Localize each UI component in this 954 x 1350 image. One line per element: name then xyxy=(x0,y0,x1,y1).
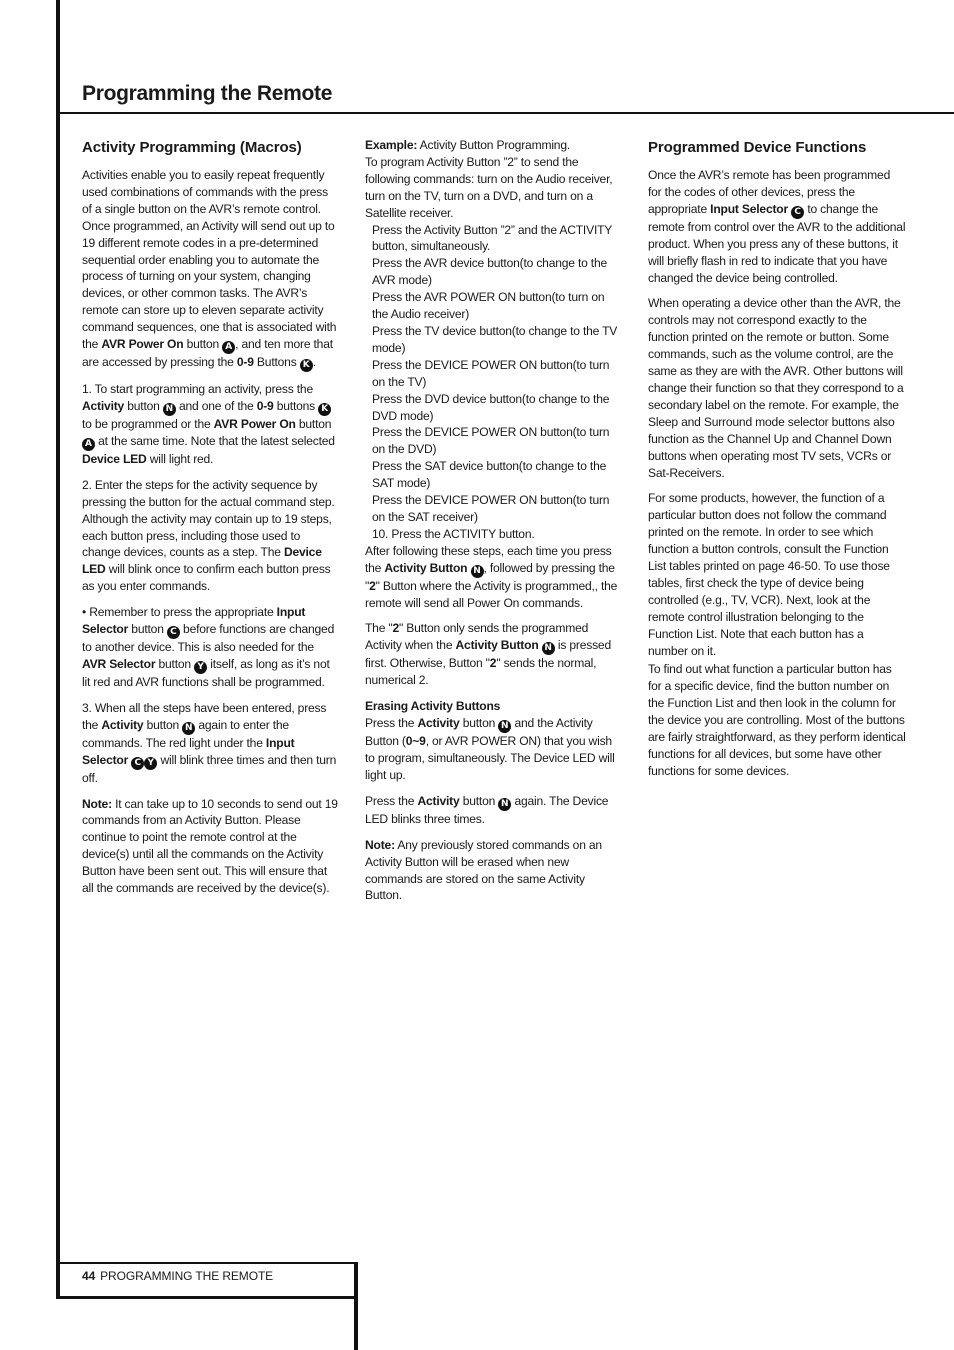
callout-k-icon: K xyxy=(318,403,331,416)
callout-n-icon: N xyxy=(498,798,511,811)
note-paragraph: Note: It can take up to 10 seconds to send out 19 commands from an Activity Button. Please continue to point the remote control at the device(s) until all the commands on the Activity Button have been sent out. This will ensure that all the commands are received by the device(s). xyxy=(82,796,338,896)
example-step: Press the TV device button(to change to the TV mode) xyxy=(372,323,618,355)
erasing-heading: Erasing Activity Buttons xyxy=(365,699,501,714)
step-1-paragraph: 1. To start programming an activity, press the Activity button N and one of the 0-9 buttons K to be programmed or the AVR Power On button A at the same time. Note that the latest selected Device LED will light red. xyxy=(82,382,335,466)
example-step: 10. Press the ACTIVITY button. xyxy=(372,526,535,541)
device-functions-paragraph: For some products, however, the function of a particular button does not follow the command printed on the remote. In order to see which function a button controls, consult the Function List tables printed on page 46-50. To use those tables, first check the type of device being controlled (e.g., TV, VCR). Next, look at the remote control illustration belonging to the Function List. Note that each button has a number on it. xyxy=(648,491,890,658)
example-step: Press the SAT device button(to change to the SAT mode) xyxy=(372,459,607,491)
callout-a-icon: A xyxy=(82,438,95,451)
device-functions-paragraph: Once the AVR’s remote has been programmed for the codes of other devices, press the appropriate Input Selector C to change the remote from control over the AVR to the additional product. When you press any of these buttons, it will briefly flash in red to indicate that you have changed the device being controlled. xyxy=(648,168,906,285)
callout-k-icon: K xyxy=(300,359,313,372)
callout-n-icon: N xyxy=(542,642,555,655)
example-intro: To program Activity Button ”2” to send the following commands: turn on the Audio receiver, turn on the TV, turn on a DVD, and turn on a Satellite receiver. xyxy=(365,154,613,220)
header-rule xyxy=(56,112,954,114)
left-margin-bar xyxy=(56,0,60,1296)
footer-divider-bar xyxy=(354,1262,358,1350)
column-activity-programming xyxy=(82,137,340,906)
page-number: 44 xyxy=(82,1269,96,1283)
erasing-paragraph: Press the Activity button N and the Activity Button (0~9, or AVR POWER ON) that you wish to program, simultaneously. The Device LED will light up. xyxy=(365,716,615,782)
callout-n-icon: N xyxy=(182,722,195,735)
callout-c-icon: C xyxy=(167,626,180,639)
device-functions-paragraph: To find out what function a particular button has for a specific device, find the button number on the Function List and then look in the column for the device you are controlling. Most of the buttons are fairly straightforward, as they perform identical functions for all devices, but some have other functions for some devices. xyxy=(648,662,906,778)
device-functions-paragraph: When operating a device other than the AVR, the controls may not correspond exactly to the function printed on the remote or button. Some commands, such as the volume control, are the same as they are with the AVR. Other buttons will change their function so that they correspond to a secondary label on the remote. For example, the Sleep and Surround mode selector buttons also function as the Channel Up and Channel Down buttons when operating most TV sets, VCRs or Sat-Receivers. xyxy=(648,296,904,480)
section-heading-device-functions: Programmed Device Functions xyxy=(648,139,867,156)
press-again-paragraph: Press the Activity button N again. The Device LED blinks three times. xyxy=(365,793,609,826)
page-title: Programming the Remote xyxy=(82,82,333,105)
example-heading: Example: Activity Button Programming. xyxy=(365,138,571,152)
example-step: Press the DEVICE POWER ON button(to turn on the DVD) xyxy=(372,425,610,457)
callout-a-icon: A xyxy=(222,341,235,354)
example-step: Press the AVR POWER ON button(to turn on the Audio receiver) xyxy=(372,290,605,322)
example-step: Press the Activity Button ”2” and the ACTIVITY button, simultaneously. xyxy=(372,222,612,254)
intro-paragraph: Activities enable you to easily repeat frequently used combinations of commands with the press of a single button on the AVR’s remote control. Once programmed, an Activity will send out up to 19 different remote codes in a pre-determined sequential order enabling you to automate the process of turning on your system, changing devices, or other common tasks. The AVR’s remote can store up to eleven separate activity command sequences, one that is associated with the AVR Power On button A , and ten more that are accessed by pressing the 0-9 Buttons K . xyxy=(82,168,337,371)
example-step: Press the DVD device button(to change to the DVD mode) xyxy=(372,391,610,423)
callout-y-icon: Y xyxy=(194,661,207,674)
footer-label xyxy=(82,1269,273,1283)
after-steps-paragraph: After following these steps, each time you press the Activity Button N , followed by pressing the "2" Button where the Activity is programmed,, the remote will send all Power On commands. xyxy=(365,543,618,610)
button-2-paragraph: The "2" Button only sends the programmed Activity when the Activity Button N is pressed first. Otherwise, Button "2" sends the normal, numerical 2. xyxy=(365,621,611,688)
callout-n-icon: N xyxy=(498,720,511,733)
example-step: Press the DEVICE POWER ON button(to turn on the SAT receiver) xyxy=(372,493,610,524)
callout-n-icon: N xyxy=(163,403,176,416)
example-step: Press the DEVICE POWER ON button(to turn on the TV) xyxy=(372,357,610,389)
step-3-paragraph: 3. When all the steps have been entered, press the Activity button N again to enter the commands. The red light under the Input Selector C Y will blink three times and then turn off. xyxy=(82,700,337,785)
note-paragraph: Note: Any previously stored commands on an Activity Button will be erased when new commands are stored on the same Activity Button. xyxy=(365,837,602,903)
step-2-paragraph: 2. Enter the steps for the activity sequence by pressing the button for the actual command step. Although the activity may contain up to 19 steps, each button press, including those used to change devices, counts as a step. The Device LED will blink once to confirm each button press as you enter commands. xyxy=(82,477,335,594)
example-step: Press the AVR device button(to change to the AVR mode) xyxy=(372,256,608,288)
column-programmed-device-functions xyxy=(648,137,906,789)
callout-c-icon: C xyxy=(791,206,804,219)
column-example xyxy=(365,137,621,913)
callout-c-icon: C xyxy=(131,757,144,770)
callout-y-icon: Y xyxy=(144,757,157,770)
footer-section-title: PROGRAMMING THE REMOTE xyxy=(100,1269,274,1283)
reminder-bullet: • Remember to press the appropriate Input Selector button C before functions are changed to another device. This is also needed for the AVR Selector button Y itself, as long as it’s not lit red and AVR functions shall be programmed. xyxy=(82,605,335,689)
section-heading-activity-programming: Activity Programming (Macros) xyxy=(82,139,302,156)
callout-n-icon: N xyxy=(471,565,484,578)
